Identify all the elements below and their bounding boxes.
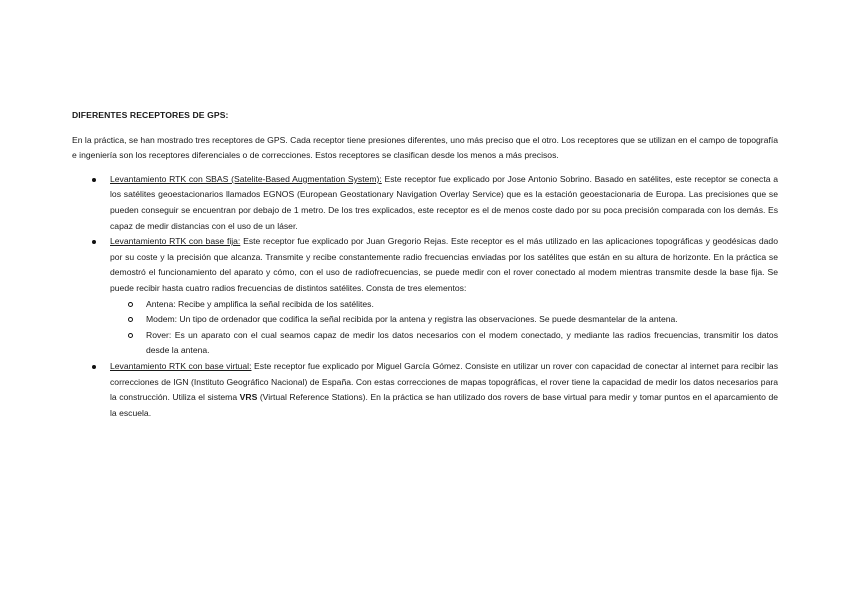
sublist-item-rover: Rover: Es un aparato con el cual seamos capaz de medir los datos necesarios con el modem conectado, y mediante las radios frecuencias, transmitir los datos desde la antena. [110,328,778,359]
list-item-sbas [72,172,778,234]
sublist-item-modem: Modem: Un tipo de ordenador que codifica la señal recibida por la antena y registra las observaciones. Se puede desmantelar de la antena. [110,312,778,328]
item-text: Este receptor fue explicado por Miguel García Gómez. Consiste en utilizar un rover con capacidad de conectar al internet para recibir las correcciones de IGN (Instituto Geográfico Nacional) de España. Con estas correcciones de mapas topográficas, el rover tiene la capacidad de medir los datos necesarios para la construcción. Utiliza el sistema [110,360,778,403]
item-heading: Levantamiento RTK con base virtual: [110,360,252,371]
item-heading: Levantamiento RTK con base fija: [110,236,241,247]
item-text-continued: (Virtual Reference Stations). En la práctica se han utilizado dos rovers de base virtual para medir y tomar puntos en el aparcamiento de la escuela. [110,392,778,418]
item-bold-term: VRS [239,392,258,403]
receptor-list [72,172,778,422]
item-heading: Levantamiento RTK con SBAS (Satelite-Based Augmentation System): [110,173,382,184]
item-text: Este receptor fue explicado por Juan Gregorio Rejas. Este receptor es el más utilizado en las aplicaciones topográficas y geodésicas dado por su coste y la precisión que alcanza. Transmite y recibe constantemente radio frecuencias enviadas por los satélites que están en su altura de horizonte. En la práctica se demostró el funcionamiento del aparato y cómo, con el uso de radiofrecuencias, se puede medir con el rover conectado al modem mientras transmite desde la base fija. Se puede recibir hasta cuatro radios frecuencias de distintos satélites. Consta de tres elementos: [110,236,778,293]
document-page [72,108,778,421]
list-item-base-virtual [72,359,778,421]
element-sublist [110,297,778,359]
sublist-item-antena: Antena: Recibe y amplifica la señal recibida de los satélites. [110,297,778,313]
list-item-base-fija [72,234,778,359]
document-title: DIFERENTES RECEPTORES DE GPS: [72,110,229,120]
item-text: Este receptor fue explicado por Jose Antonio Sobrino. Basado en satélites, este receptor se conecta a los satélites geoestacionarios llamados EGNOS (European Geostationary Navigation Overlay Service) que es la estación geoestacionaria de Europa. Las precisiones que se pueden conseguir se encuentran por debajo de 1 metro. De los tres explicados, este receptor es el de menos coste dado por su poca precisión comparada con los demás. Es capaz de medir distancias con el uso de un láser. [110,173,779,231]
intro-paragraph: En la práctica, se han mostrado tres receptores de GPS. Cada receptor tiene presiones diferentes, uno más preciso que el otro. Los receptores que se utilizan en el campo de topografía e ingeniería son los receptores diferenciales o de correcciones. Estos receptores se clasifican desde los menos a más precisos. [72,134,778,161]
